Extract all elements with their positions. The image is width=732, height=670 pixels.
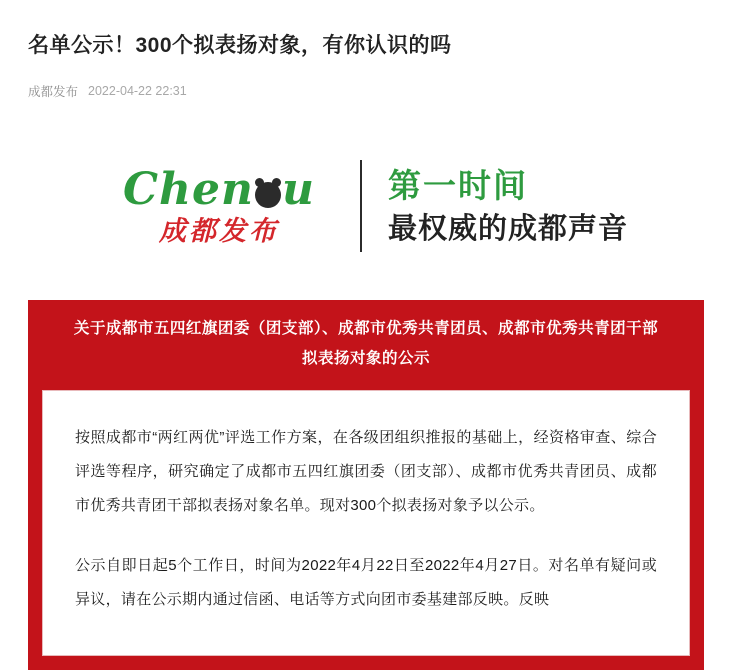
slogan-line-1: 第一时间: [387, 165, 528, 205]
article-source: 成都发布: [28, 85, 79, 99]
banner-logo: [104, 163, 334, 247]
notice-body-frame: [28, 390, 704, 670]
page-title: 名单公示！300个拟表扬对象，有你认识的吗: [28, 34, 452, 57]
wordmark-left: Chen: [122, 163, 254, 215]
brand-banner: [28, 142, 704, 270]
notice-paragraph: 公示自即日起5个工作日，时间为2022年4月22日至2022年4月27日。对名单有疑问或异议，请在公示期内通过信函、电话等方式向团市委基建部反映。反映: [75, 557, 657, 608]
notice-paragraph: 按照成都市“两红两优”评选工作方案，在各级团组织推报的基础上，经资格审查、综合评选等程序，研究确定了成都市五四红旗团委（团支部）、成都市优秀共青团员、成都市优秀共青团干部拟表扬对象名单。现对300个拟表扬对象予以公示。: [75, 429, 657, 514]
banner-divider: [360, 160, 362, 252]
logo-subtitle: 成都发布: [158, 215, 279, 247]
article-meta: [28, 82, 704, 100]
notice-card: [42, 390, 690, 656]
article-timestamp: 2022-04-22 22:31: [88, 84, 187, 98]
wordmark-right: u: [281, 163, 315, 215]
notice-header: 关于成都市五四红旗团委（团支部）、成都市优秀共青团员、成都市优秀共青团干部拟表扬对象的公示: [28, 300, 704, 390]
chengdu-wordmark: [122, 163, 315, 215]
slogan-line-2: 最权威的成都声音: [387, 210, 628, 245]
panda-icon: [255, 182, 281, 208]
banner-slogan: [388, 165, 628, 248]
